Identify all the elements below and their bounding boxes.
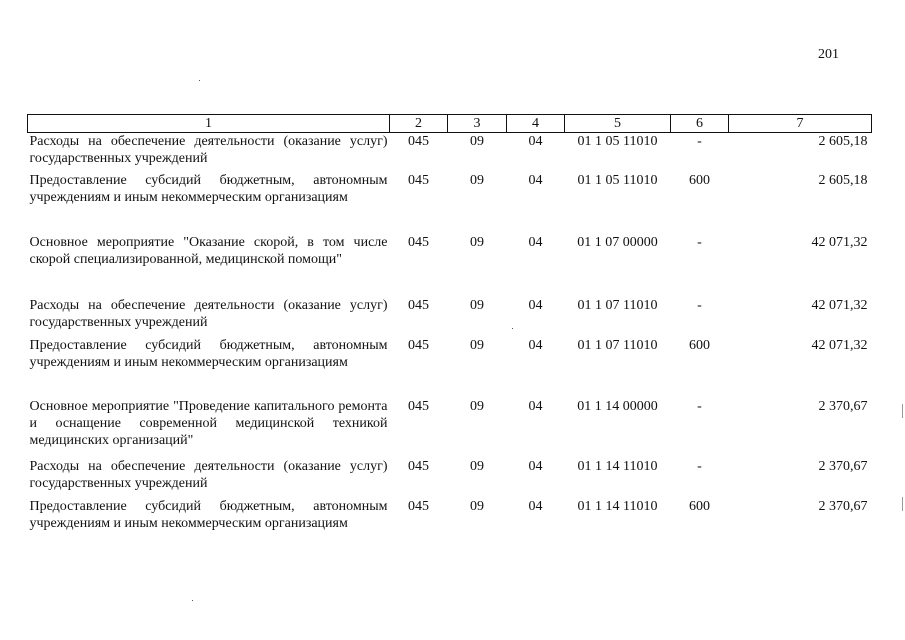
row-ministry: 045 (408, 398, 429, 414)
column-header-target: 5 (565, 115, 671, 133)
row-name: Расходы на обеспечение деятельности (оказание услуг) государственных учреждений (29, 458, 388, 491)
row-ministry: 045 (408, 458, 429, 474)
row-amount: 2 605,18 (818, 134, 868, 149)
row-subsection: 04 (528, 134, 543, 149)
scan-speck (199, 80, 200, 81)
table-row (28, 337, 872, 398)
budget-table (27, 114, 872, 538)
row-subsection: 04 (528, 172, 543, 188)
row-amount: 2 605,18 (818, 172, 868, 188)
row-expense-type: 600 (689, 498, 710, 514)
row-subsection: 04 (528, 458, 543, 474)
column-header-subsection: 4 (507, 115, 565, 133)
row-amount: 42 071,32 (811, 337, 868, 353)
row-target: 01 1 05 11010 (577, 172, 658, 188)
row-section: 09 (470, 398, 484, 414)
row-target: 01 1 07 11010 (577, 297, 658, 313)
row-subsection: 04 (528, 337, 543, 353)
row-expense-type: - (697, 297, 702, 313)
row-name: Основное мероприятие "Оказание скорой, в том числе скорой специализированной, медицинской помощи" (29, 234, 388, 267)
row-subsection: 04 (528, 498, 543, 514)
row-name: Предоставление субсидий бюджетным, автономным учреждениям и иным некоммерческим организациям (29, 172, 388, 205)
row-ministry: 045 (408, 337, 429, 353)
row-target: 01 1 14 11010 (577, 498, 658, 514)
row-amount: 2 370,67 (818, 458, 868, 474)
row-subsection: 04 (528, 398, 543, 414)
row-expense-type: - (697, 134, 702, 149)
row-ministry: 045 (408, 297, 429, 313)
table-row (28, 297, 872, 337)
row-amount: 2 370,67 (818, 498, 868, 514)
row-target: 01 1 14 00000 (577, 398, 658, 414)
row-section: 09 (470, 498, 484, 514)
row-expense-type: 600 (689, 337, 710, 353)
row-section: 09 (470, 134, 484, 149)
row-section: 09 (470, 172, 484, 188)
table-row (28, 498, 872, 538)
row-section: 09 (470, 234, 484, 250)
row-name: Основное мероприятие "Проведение капитального ремонта и оснащение современной медицинской техникой медицинских организаций" (29, 398, 388, 448)
row-expense-type: - (697, 458, 702, 474)
scan-edge-mark (902, 497, 903, 511)
row-section: 09 (470, 458, 484, 474)
column-header-section: 3 (448, 115, 507, 133)
row-amount: 42 071,32 (811, 297, 868, 313)
row-name: Предоставление субсидий бюджетным, автономным учреждениям и иным некоммерческим организациям (29, 498, 388, 531)
row-name: Предоставление субсидий бюджетным, автономным учреждениям и иным некоммерческим организациям (29, 337, 388, 370)
row-amount: 42 071,32 (811, 234, 868, 250)
row-subsection: 04 (528, 297, 543, 313)
row-ministry: 045 (408, 134, 429, 149)
row-name: Расходы на обеспечение деятельности (оказание услуг) государственных учреждений (29, 297, 388, 330)
row-target: 01 1 05 11010 (577, 134, 658, 149)
row-amount: 2 370,67 (818, 398, 868, 414)
table-row (28, 234, 872, 297)
row-target: 01 1 14 11010 (577, 458, 658, 474)
row-ministry: 045 (408, 234, 429, 250)
row-subsection: 04 (528, 234, 543, 250)
column-header-amount: 7 (729, 115, 872, 133)
table-row (28, 458, 872, 498)
row-expense-type: - (697, 234, 702, 250)
row-expense-type: 600 (689, 172, 710, 188)
page-number: 201 (818, 47, 839, 62)
row-target: 01 1 07 00000 (577, 234, 658, 250)
row-section: 09 (470, 297, 484, 313)
column-header-ministry: 2 (390, 115, 448, 133)
table-row (28, 398, 872, 458)
table-row (28, 172, 872, 234)
header-row (28, 115, 872, 133)
column-header-expense-type: 6 (671, 115, 729, 133)
scan-speck (192, 600, 193, 601)
row-expense-type: - (697, 398, 702, 414)
row-section: 09 (470, 337, 484, 353)
row-ministry: 045 (408, 172, 429, 188)
column-header-name: 1 (28, 115, 390, 133)
scan-edge-mark (902, 404, 903, 418)
row-target: 01 1 07 11010 (577, 337, 658, 353)
table-row (28, 133, 872, 172)
row-ministry: 045 (408, 498, 429, 514)
row-name: Расходы на обеспечение деятельности (оказание услуг) государственных учреждений (29, 134, 388, 166)
